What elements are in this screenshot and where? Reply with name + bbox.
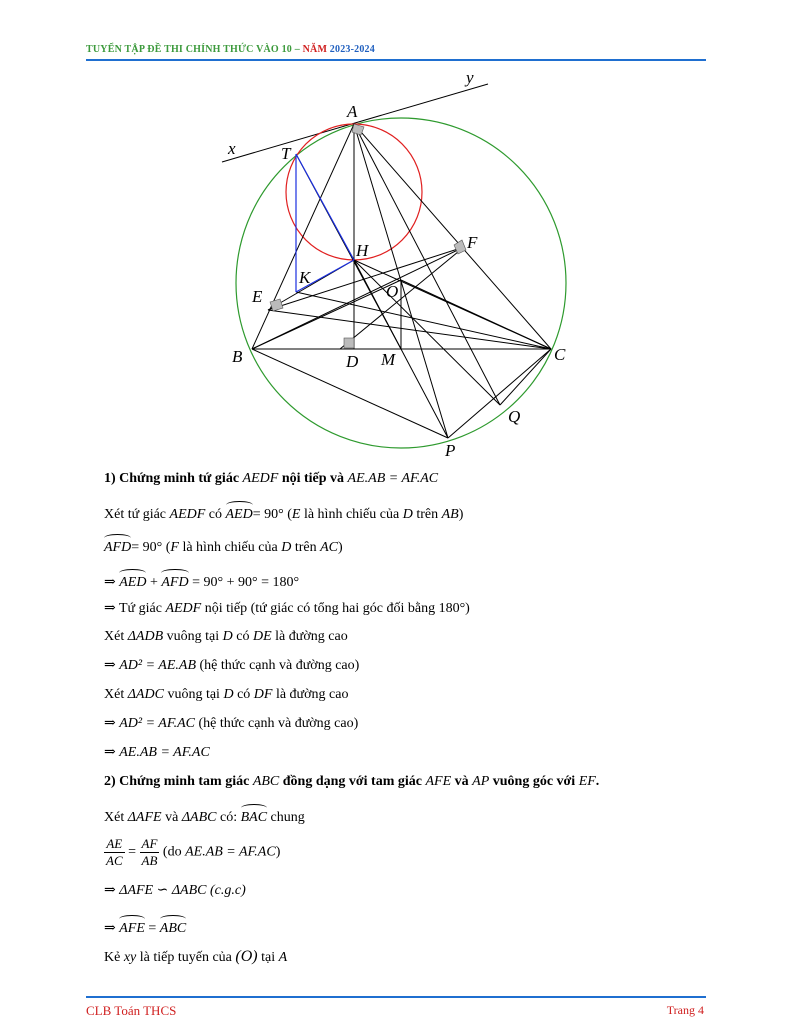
label-x: x	[228, 139, 236, 158]
label-p: P	[445, 441, 456, 460]
footer-rule	[86, 996, 706, 998]
header-rule	[86, 59, 706, 61]
line-12: ⇒ ΔAFE ∽ ΔABC (c.g.c)	[104, 883, 246, 898]
fraction-ae-ac: $\frac{AE}{AC}$	[106, 836, 123, 868]
geometry-figure	[215, 70, 595, 465]
line-6: ⇒ AD² = AE.AB (hệ thức cạnh và đường cao)	[104, 658, 360, 673]
line-7: Xét ΔADC vuông tại D có DF là đường cao	[104, 687, 349, 702]
header-title-part1: TUYỂN TẬP ĐỀ THI CHÍNH THỨC VÀO 10 –	[86, 44, 303, 55]
line-11: $\frac{AE}{AC}$ = $\frac{AF}{AB}$ (do AE.AB = AF.AC)	[106, 836, 281, 868]
label-m: M	[381, 350, 396, 369]
footer-club-name: CLB Toán THCS	[86, 1003, 177, 1018]
footer-page-number: Trang 4	[666, 1003, 704, 1017]
line-4: ⇒ Tứ giác AEDF nội tiếp (tứ giác có tổng hai góc đối bằng 180°)	[104, 601, 470, 616]
label-k: K	[299, 268, 311, 287]
label-c: C	[554, 345, 566, 364]
section-1-title: 1) Chứng minh tứ giác AEDF nội tiếp và AE.AB = AF.AC	[104, 471, 439, 486]
tangent-line-xy	[222, 84, 488, 162]
label-f: F	[467, 233, 478, 252]
label-d: D	[346, 352, 359, 371]
angle-aed: AED	[226, 503, 253, 524]
line-14: Kẻ xy là tiếp tuyến của (O) tại A	[104, 948, 288, 965]
label-a: A	[347, 102, 358, 121]
angle-bac: BAC	[241, 806, 267, 827]
line-5: Xét ΔADB vuông tại D có DE là đường cao	[104, 629, 348, 644]
angle-afd: AFD	[104, 536, 131, 557]
line-1: Xét tứ giác AEDF có AED= 90° (E là hình chiếu của D trên AB)	[104, 503, 463, 524]
line-8: ⇒ AD² = AF.AC (hệ thức cạnh và đường cao)	[104, 716, 359, 731]
label-t: T	[281, 144, 291, 163]
label-e: E	[252, 287, 263, 306]
line-13: ⇒ AFE = ABC	[104, 917, 186, 938]
label-y: y	[466, 70, 474, 87]
label-o: O	[386, 282, 399, 301]
header-title-part3: 2023-2024	[329, 44, 375, 55]
label-q: Q	[508, 407, 521, 426]
line-2: AFD= 90° (F là hình chiếu của D trên AC)	[104, 536, 343, 557]
header-title-part2: NĂM	[302, 44, 330, 55]
fraction-af-ab: $\frac{AF}{AB}$	[141, 836, 158, 868]
line-3: ⇒ AED + AFD = 90° + 90° = 180°	[104, 571, 299, 592]
segments	[252, 124, 551, 438]
page-header	[86, 44, 375, 55]
section-2-title: 2) Chứng minh tam giác ABC đồng dạng với tam giác AFE và AP vuông góc với EF.	[104, 774, 600, 789]
line-10: Xét ΔAFE và ΔABC có: BAC chung	[104, 806, 305, 827]
label-b: B	[232, 347, 243, 366]
line-9: ⇒ AE.AB = AF.AC	[104, 745, 210, 760]
label-h: H	[356, 241, 369, 260]
